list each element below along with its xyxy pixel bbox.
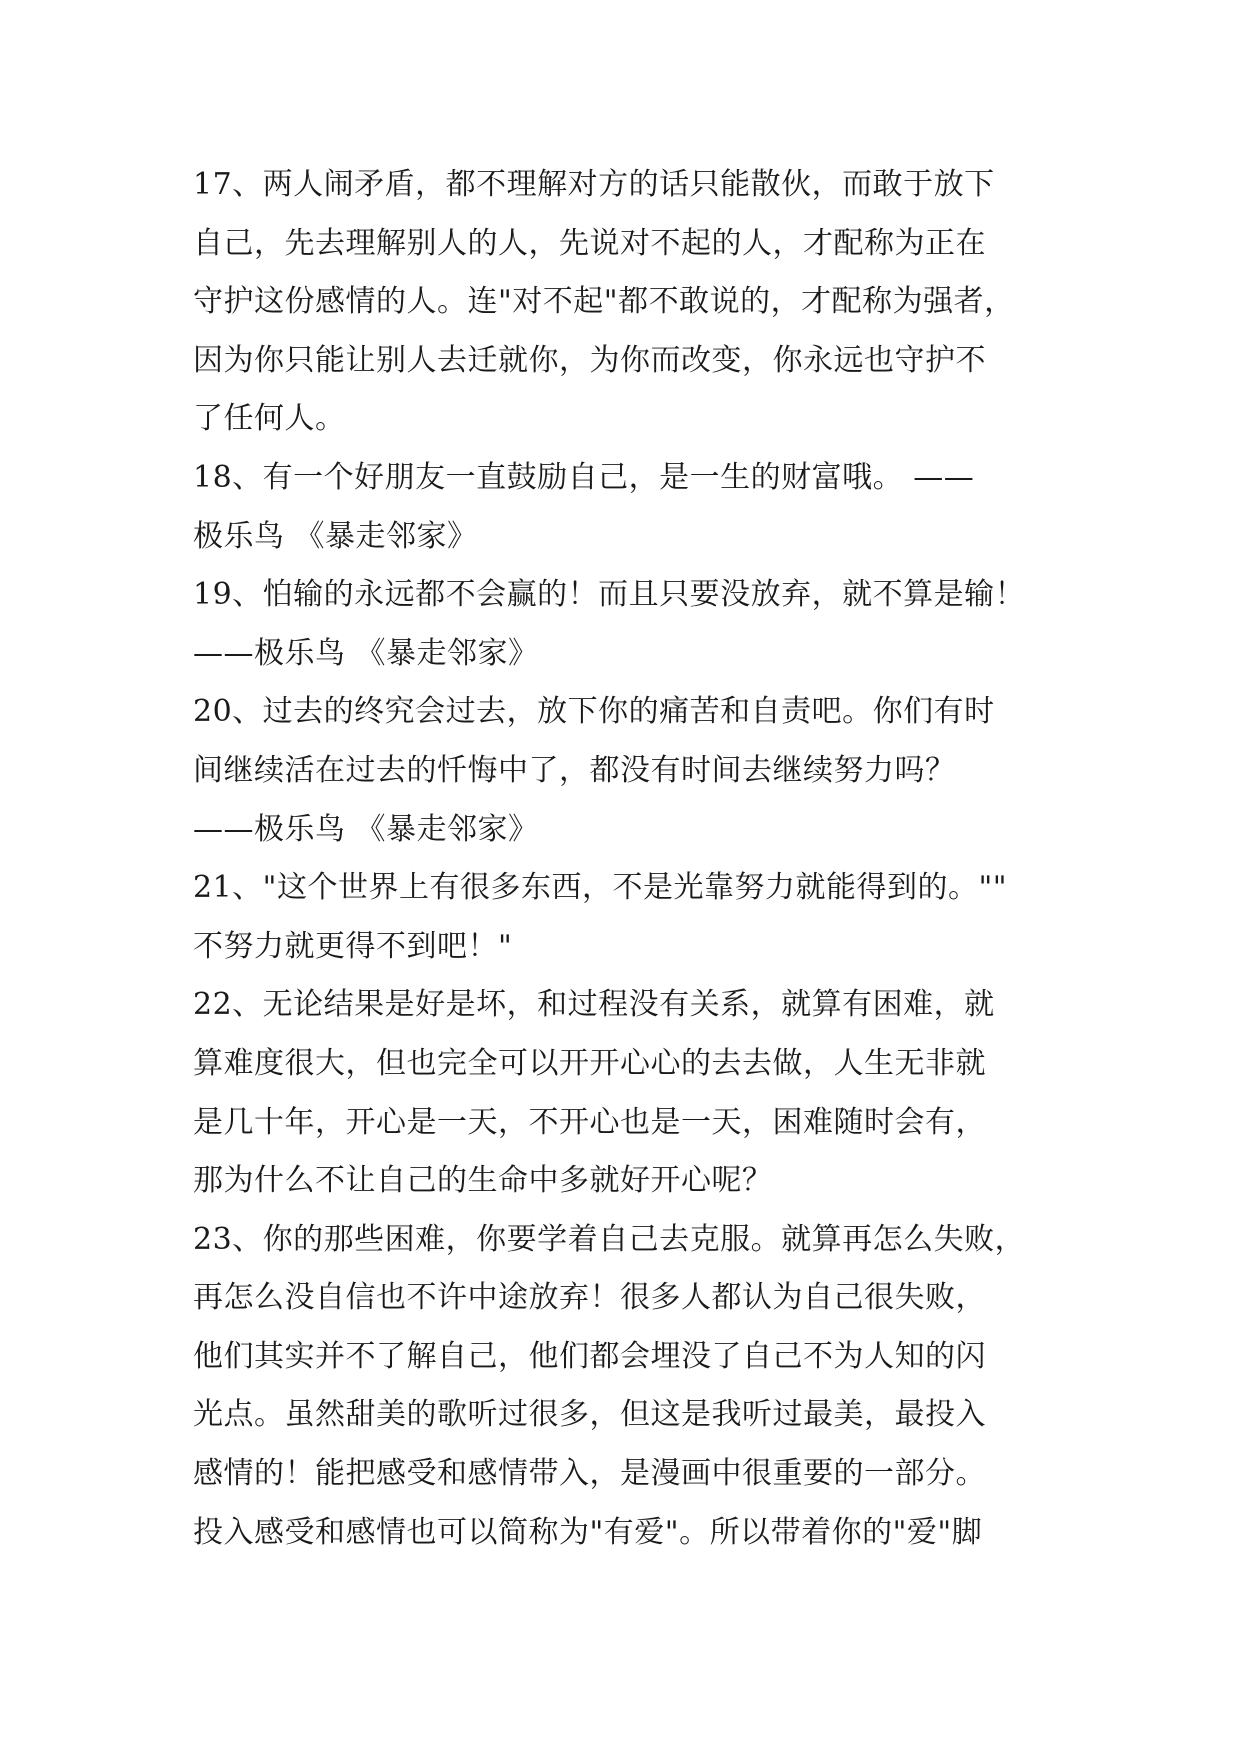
- text-line: 守护这份感情的人。连"对不起"都不敢说的，才配称为强者，: [193, 284, 1015, 320]
- text-line: 光点。虽然甜美的歌听过很多，但这是我听过最美，最投入: [193, 1397, 986, 1433]
- text-line: 21、"这个世界上有很多东西，不是光靠努力就能得到的。"": [193, 870, 1008, 906]
- text-line: 18、有一个好朋友一直鼓励自己，是一生的财富哦。 ——: [193, 459, 975, 495]
- text-line: 感情的！能把感受和感情带入，是漫画中很重要的一部分。: [193, 1456, 986, 1492]
- text-line: 不努力就更得不到吧！": [193, 928, 513, 964]
- text-line: 是几十年，开心是一天，不开心也是一天，困难随时会有，: [193, 1104, 986, 1140]
- text-line: 因为你只能让别人去迁就你，为你而改变，你永远也守护不: [193, 342, 986, 378]
- text-line: 17、两人闹矛盾，都不理解对方的话只能散伙，而敢于放下: [193, 167, 995, 202]
- text-line: 22、无论结果是好是坏，和过程没有关系，就算有困难，就: [193, 987, 995, 1023]
- text-line: 了任何人。: [193, 401, 346, 437]
- text-line: 极乐鸟 《暴走邻家》: [193, 518, 478, 554]
- text-line: 他们其实并不了解自己，他们都会埋没了自己不为人知的闪: [193, 1338, 986, 1374]
- text-line: 那为什么不让自己的生命中多就好开心呢？: [193, 1163, 773, 1199]
- text-line: 间继续活在过去的忏悔中了，都没有时间去继续努力吗？: [193, 752, 956, 788]
- text-line: 投入感受和感情也可以简称为"有爱"。所以带着你的"爱"脚: [193, 1514, 983, 1550]
- body-text: [193, 156, 1073, 1562]
- text-line: ——极乐鸟 《暴走邻家》: [193, 635, 539, 671]
- text-line: ——极乐鸟 《暴走邻家》: [193, 811, 539, 847]
- text-line: 23、你的那些困难，你要学着自己去克服。就算再怎么失败，: [193, 1221, 1026, 1257]
- text-line: 20、过去的终究会过去，放下你的痛苦和自责吧。你们有时: [193, 694, 995, 730]
- text-line: 再怎么没自信也不许中途放弃！很多人都认为自己很失败，: [193, 1280, 986, 1316]
- text-line: 自己，先去理解别人的人，先说对不起的人，才配称为正在: [193, 225, 986, 261]
- text-line: 19、怕输的永远都不会赢的！而且只要没放弃，就不算是输！: [193, 577, 1026, 613]
- text-line: 算难度很大，但也完全可以开开心心的去去做，人生无非就: [193, 1045, 986, 1081]
